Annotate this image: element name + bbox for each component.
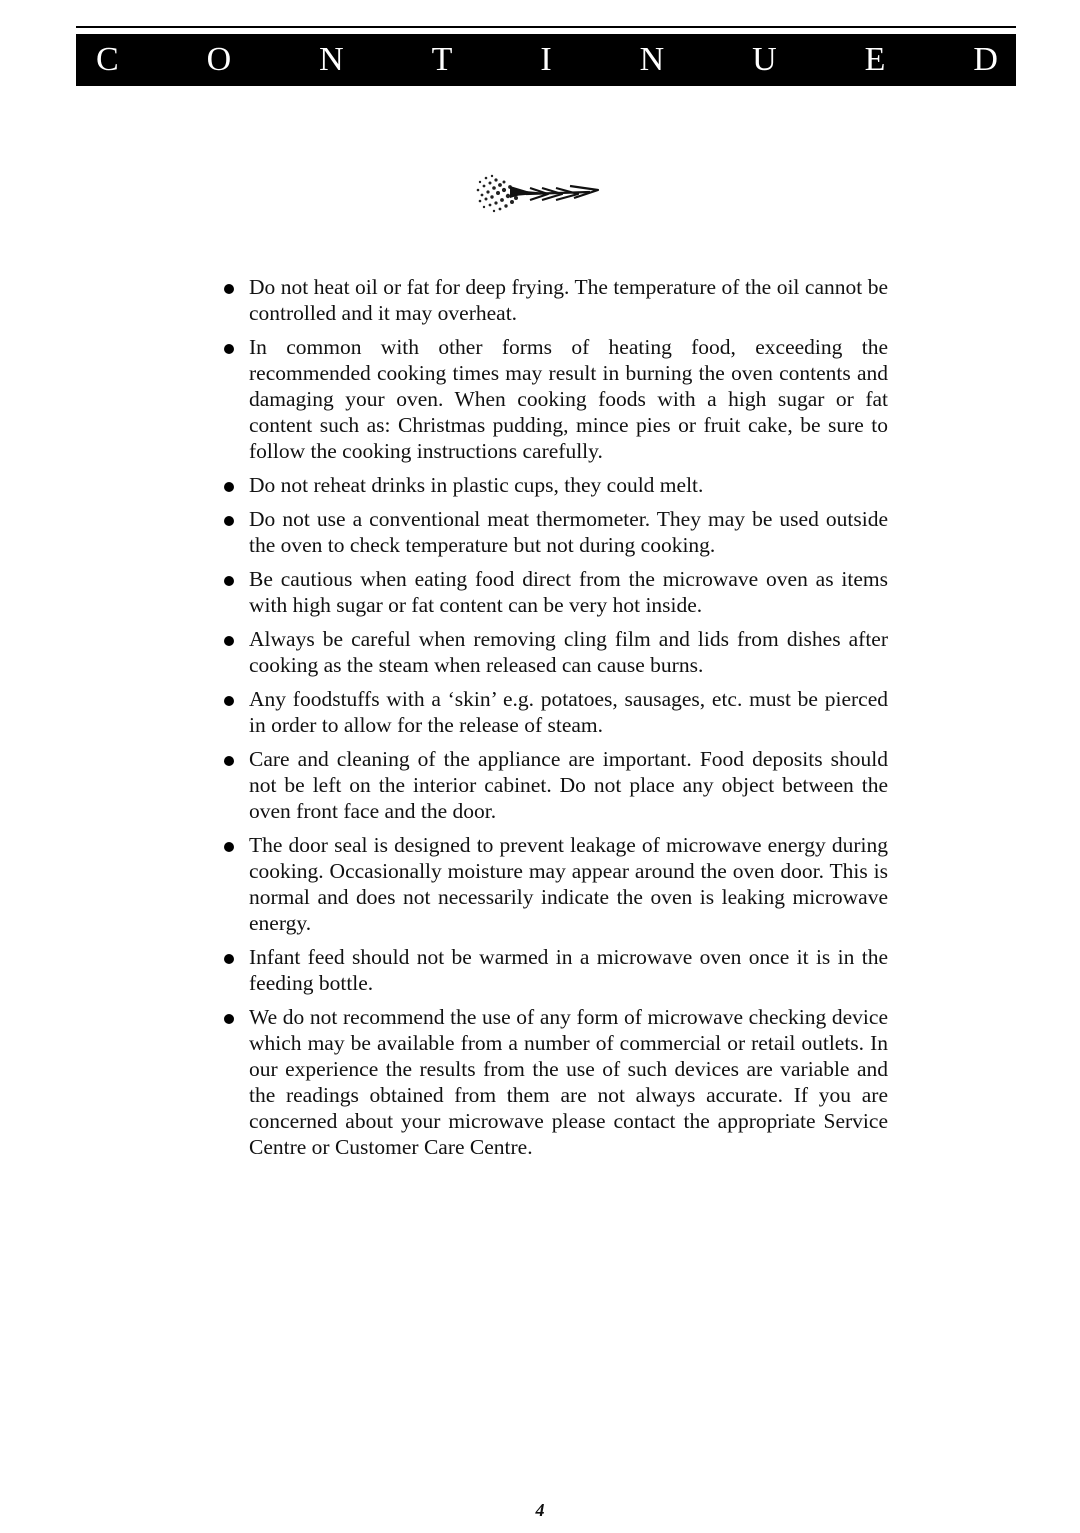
list-item [224,472,888,498]
bullet-text: In common with other forms of heating food, exceeding the recommended cooking times may result in burning the oven contents and damaging your oven. When cooking foods with a high sugar or fat content such as: Christmas pudding, mince pies or fruit cake, be sure to follow the cooking instructions carefully. [249,335,888,463]
list-item [224,626,888,678]
banner-letter: C [96,41,119,78]
banner-letter: N [639,41,665,78]
bullet-text: Do not use a conventional meat thermometer. They may be used outside the oven to check temperature but not during cooking. [249,507,888,557]
banner-letter: O [206,41,232,78]
bullet-text: The door seal is designed to prevent leakage of microwave energy during cooking. Occasionally moisture may appear around the oven door. This is normal and does not necessarily indicate the oven is leaking microwave energy. [249,833,888,935]
list-item [224,274,888,326]
banner-letter: I [540,41,552,78]
list-item [224,1004,888,1160]
bullet-icon [224,696,234,706]
bullet-text: Do not reheat drinks in plastic cups, they could melt. [249,473,704,497]
arrow-ornament-icon [470,168,606,220]
banner-letter: T [431,41,453,78]
bullet-icon [224,284,234,294]
list-item [224,506,888,558]
bullet-text: Care and cleaning of the appliance are important. Food deposits should not be left on the interior cabinet. Do not place any object between the oven front face and the door. [249,747,888,823]
list-item [224,746,888,824]
bullet-text: We do not recommend the use of any form of microwave checking device which may be available from a number of commercial or retail outlets. In our experience the results from the use of such devices are variable and the readings obtained from them are not always accurate. If you are concerned about your microwave please contact the appropriate Service Centre or Customer Care Centre. [249,1005,888,1159]
bullet-icon [224,482,234,492]
bullet-icon [224,636,234,646]
bullet-text: Always be careful when removing cling film and lids from dishes after cooking as the steam when released can cause burns. [249,627,888,677]
list-item [224,944,888,996]
banner-letter: E [864,41,886,78]
list-item [224,832,888,936]
safety-bullet-list [224,274,888,1168]
bullet-text: Infant feed should not be warmed in a microwave oven once it is in the feeding bottle. [249,945,888,995]
bullet-icon [224,842,234,852]
banner-letter: N [319,41,344,78]
bullet-icon [224,344,234,354]
bullet-icon [224,1014,234,1024]
banner-letter: D [973,41,998,78]
bullet-icon [224,516,234,526]
list-item [224,566,888,618]
bullet-icon [224,756,234,766]
bullet-text: Do not heat oil or fat for deep frying. The temperature of the oil cannot be controlled and it may overheat. [249,275,888,325]
bullet-text: Be cautious when eating food direct from the microwave oven as items with high sugar or fat content can be very hot inside. [249,567,888,617]
list-item [224,686,888,738]
bullet-icon [224,954,234,964]
list-item [224,334,888,464]
banner-letter: U [752,41,777,78]
continued-banner [76,34,1016,86]
header-rule [76,26,1016,28]
page-number: 4 [535,1500,545,1520]
bullet-text: Any foodstuffs with a ‘skin’ e.g. potatoes, sausages, etc. must be pierced in order to allow for the release of steam. [249,687,888,737]
bullet-icon [224,576,234,586]
